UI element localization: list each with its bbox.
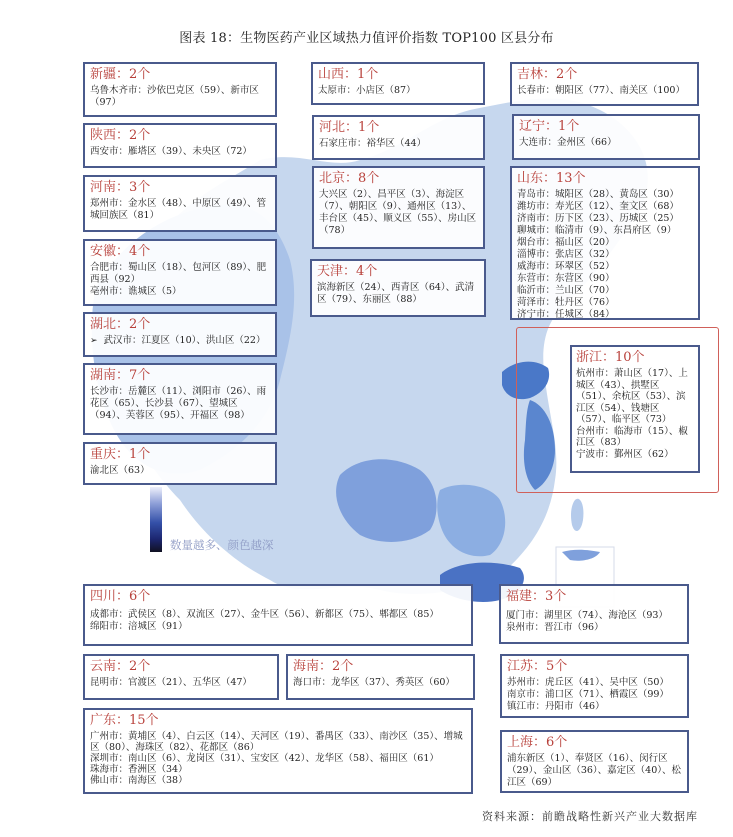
map-region-taiwan	[571, 499, 583, 531]
legend-color-scale	[150, 487, 162, 552]
district-text: 武汉市：江夏区（10）、洪山区（22）	[103, 335, 266, 346]
province-title: 河北：1个	[319, 120, 380, 135]
district-line: 成都市：武侯区（8）、双流区（27）、金牛区（56）、新都区（75）、郫都区（85）	[90, 609, 439, 620]
district-line: 苏州市：虎丘区（41）、吴中区（50）	[507, 677, 669, 688]
province-title: 江苏：5个	[507, 659, 568, 674]
province-title: 四川：6个	[90, 589, 151, 604]
province-box-chongqing	[83, 442, 277, 485]
province-box-jiangsu	[500, 654, 689, 718]
district-line: 合肥市：蜀山区（18）、包河区（89）、肥西县（92）	[90, 262, 267, 285]
district-line: 渝北区（63）	[90, 465, 150, 476]
district-line: 厦门市：湖里区（74）、海沧区（93）	[506, 610, 668, 621]
province-box-hainan	[286, 654, 475, 700]
district-line: 台州市：临海市（15）、椒江区（83）	[576, 425, 688, 448]
province-box-liaoning	[512, 114, 700, 160]
district-line: 郑州市：金水区（48）、中原区（49）、管城回族区（81）	[90, 198, 267, 221]
district-line: 亳州市：谯城区（5）	[90, 286, 182, 297]
province-title: 陕西：2个	[90, 128, 151, 143]
district-line: 聊城市：临清市（9）、东昌府区（9）	[517, 225, 677, 236]
district-line: 济南市：历下区（23）、历城区（25）	[517, 213, 679, 224]
district-line: 大连市：金州区（66）	[519, 137, 617, 148]
district-line: 杭州市：萧山区（17）、上城区（43）、拱墅区（51）、余杭区（53）、滨江区（54）、钱塘区（57）、临平区（73）	[576, 368, 688, 425]
district-line: 南京市：浦口区（71）、栖霞区（99）	[507, 689, 669, 700]
district-line: 深圳市：南山区（6）、龙岗区（31）、宝安区（42）、龙华区（58）、福田区（61）	[90, 753, 439, 764]
district-line: 石家庄市：裕华区（44）	[319, 138, 427, 149]
province-box-fujian	[499, 584, 689, 644]
district-line: 临沂市：兰山区（70）	[517, 285, 615, 296]
inset-islands	[562, 550, 600, 561]
province-box-hunan	[83, 363, 277, 435]
province-box-sichuan	[83, 584, 473, 646]
province-title: 安徽：4个	[90, 244, 151, 259]
arrow-bullet-icon: ➢	[90, 336, 98, 346]
district-line: 海口市：龙华区（37）、秀英区（60）	[293, 677, 455, 688]
province-box-shanghai	[500, 730, 689, 793]
province-title: 新疆：2个	[90, 67, 151, 82]
province-box-hubei	[83, 312, 277, 357]
district-line	[90, 335, 270, 347]
legend-label: 数量越多、颜色越深	[170, 538, 274, 552]
district-line: 烟台市：福山区（20）	[517, 237, 615, 248]
district-line: 珠海市：香洲区（34）	[90, 764, 188, 775]
province-title: 湖北：2个	[90, 317, 151, 332]
province-title: 云南：2个	[90, 659, 151, 674]
district-line: 昆明市：官渡区（21）、五华区（47）	[90, 677, 252, 688]
province-title: 浙江：10个	[576, 350, 645, 365]
district-line: 潍坊市：寿光区（12）、奎文区（68）	[517, 201, 679, 212]
province-title: 湖南：7个	[90, 368, 151, 383]
province-box-guangdong	[83, 708, 473, 794]
district-line: 大兴区（2）、昌平区（3）、海淀区（7）、朝阳区（9）、通州区（13）、丰台区（45）、顺义区（55）、房山区（78）	[319, 189, 477, 236]
province-title: 山西：1个	[318, 67, 379, 82]
district-line: 广州市：黄埔区（4）、白云区（14）、天河区（19）、番禺区（33）、南沙区（35）、增城区（80）、海珠区（82）、花都区（86）	[90, 731, 463, 753]
district-line: 太原市：小店区（87）	[318, 85, 416, 96]
province-title: 重庆：1个	[90, 447, 151, 462]
district-line: 绵阳市：涪城区（91）	[90, 621, 188, 632]
province-title: 上海：6个	[507, 735, 568, 750]
district-line: 滨海新区（24）、西青区（64）、武清区（79）、东丽区（88）	[317, 282, 475, 305]
province-title: 吉林：2个	[517, 67, 578, 82]
province-title: 广东：15个	[90, 713, 159, 728]
district-line: 泉州市：晋江市（96）	[506, 622, 604, 633]
province-title: 河南：3个	[90, 180, 151, 195]
province-box-shandong	[510, 166, 700, 320]
province-box-hebei	[312, 115, 485, 160]
district-line: 长沙市：岳麓区（11）、浏阳市（26）、雨花区（65）、长沙县（67）、望城区（94）、芙蓉区（95）、开福区（98）	[90, 386, 267, 421]
province-box-zhejiang	[570, 345, 700, 473]
province-box-jilin	[510, 62, 699, 106]
district-line: 济宁市：任城区（84）	[517, 309, 615, 320]
district-line: 浦东新区（1）、奉贤区（16）、闵行区（29）、金山区（36）、嘉定区（40）、松江区（69）	[507, 753, 682, 788]
chart-title: 图表 18：生物医药产业区域热力值评价指数 TOP100 区县分布	[179, 31, 554, 46]
district-line: 乌鲁木齐市：沙依巴克区（59）、新市区（97）	[90, 85, 259, 108]
province-box-shanxi	[311, 62, 485, 105]
district-line: 菏泽市：牡丹区（76）	[517, 297, 615, 308]
district-line: 长春市：朝阳区（77）、南关区（100）	[517, 85, 685, 96]
district-line: 威海市：环翠区（52）	[517, 261, 615, 272]
province-title: 福建：3个	[506, 589, 567, 604]
district-line: 青岛市：城阳区（28）、黄岛区（30）	[517, 189, 679, 200]
province-box-anhui	[83, 239, 277, 306]
district-line: 东营市：东营区（90）	[517, 273, 615, 284]
district-line: 淄博市：张店区（32）	[517, 249, 615, 260]
district-line: 佛山市：南海区（38）	[90, 775, 188, 786]
province-box-tianjin	[310, 259, 486, 317]
province-box-shaanxi	[83, 123, 277, 168]
province-title: 北京：8个	[319, 171, 380, 186]
province-title: 天津：4个	[317, 264, 378, 279]
province-title: 辽宁：1个	[519, 119, 580, 134]
province-title: 山东：13个	[517, 171, 586, 186]
district-line: 西安市：雁塔区（39）、未央区（72）	[90, 146, 252, 157]
province-box-beijing	[312, 166, 485, 249]
province-title: 海南：2个	[293, 659, 354, 674]
province-box-henan	[83, 175, 277, 232]
data-source: 资料来源：前瞻战略性新兴产业大数据库	[482, 810, 698, 823]
district-line: 宁波市：鄞州区（62）	[576, 448, 674, 460]
province-box-xinjiang	[83, 62, 277, 117]
province-box-yunnan	[83, 654, 279, 700]
district-line: 镇江市：丹阳市（46）	[507, 701, 605, 712]
